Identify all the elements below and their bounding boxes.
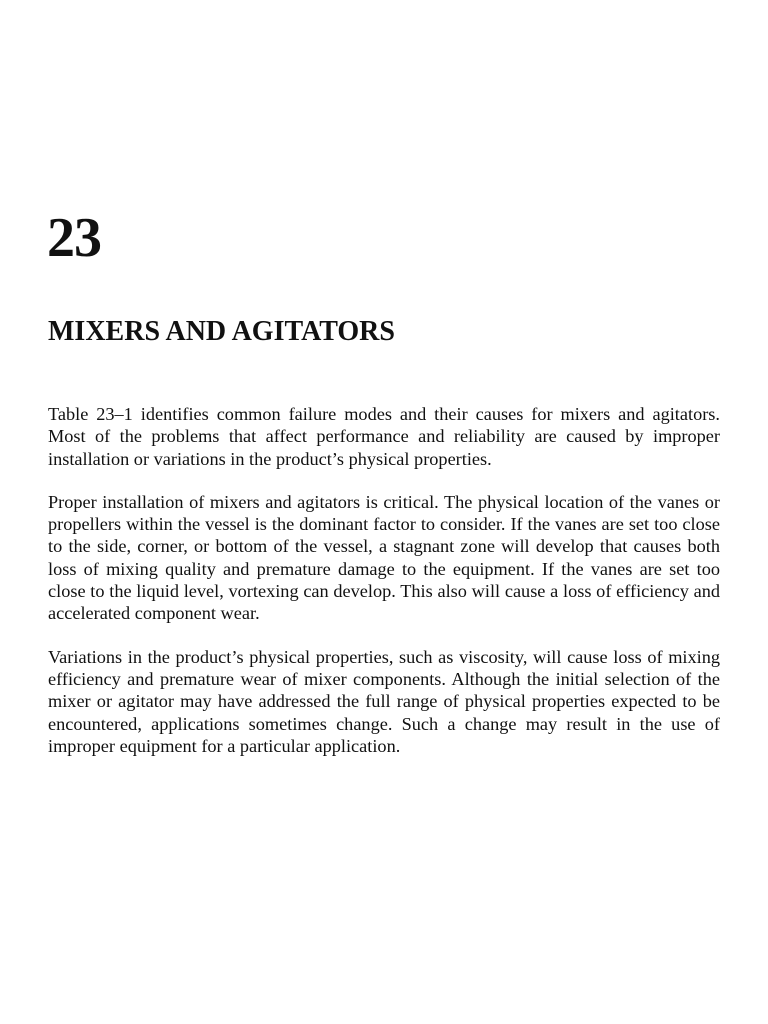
paragraph: Table 23–1 identifies common failure modes and their causes for mixers and agitators. Most of the problems that affect performance and reliability are caused by improper installation or variations in the product’s physical properties. [48,404,720,469]
chapter-title: MIXERS AND AGITATORS [48,316,395,347]
chapter-number: 23 [47,207,101,269]
paragraph: Variations in the product’s physical properties, such as viscosity, will cause loss of mixing efficiency and premature wear of mixer components. Although the initial selection of the mixer or agitator may have addressed the full range of physical properties expected to be encountered, applications sometimes change. Such a change may result in the use of improper equipment for a particular application. [48,646,720,756]
paragraph: Proper installation of mixers and agitators is critical. The physical location of the vanes or propellers within the vessel is the dominant factor to consider. If the vanes are set too close to the side, corner, or bottom of the vessel, a stagnant zone will develop that causes both loss of mixing quality and premature damage to the equipment. If the vanes are set too close to the liquid level, vortexing can develop. This also will cause a loss of efficiency and accelerated component wear. [48,491,720,624]
chapter-body [48,403,720,778]
